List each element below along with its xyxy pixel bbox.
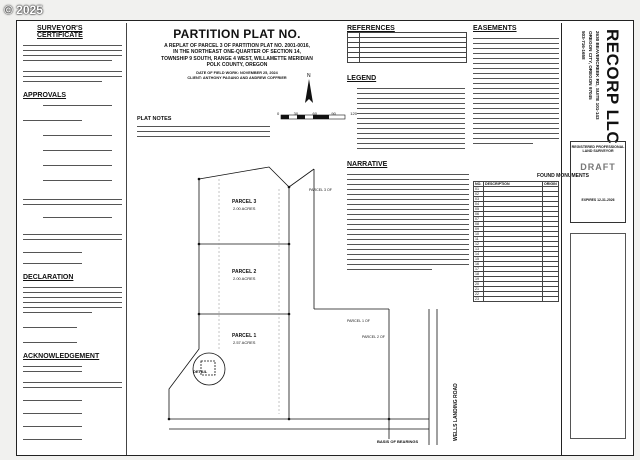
left-column: [19, 23, 127, 455]
monument-number: 12: [474, 242, 484, 247]
monument-row: [474, 297, 559, 302]
found-monuments-header: FOUND MONUMENTS: [537, 173, 589, 179]
adjacent-parcel-3: PARCEL 3 OF: [309, 188, 332, 192]
monument-number: 10: [474, 232, 484, 237]
firm-phone: 503-716-1658: [581, 31, 586, 60]
legend-header: LEGEND: [347, 75, 377, 82]
scale-0: 0: [277, 111, 280, 116]
monument-number: 02: [474, 192, 484, 197]
field-work-date: DATE OF FIELD WORK: NOVEMBER 25, 2024: [196, 70, 278, 75]
monument-number: 09: [474, 227, 484, 232]
surveyor-certificate-header: SURVEYOR'S CERTIFICATE: [37, 25, 83, 39]
copyright-watermark: © 2025: [4, 3, 43, 17]
declaration-header: DECLARATION: [23, 274, 74, 281]
references-table: [347, 32, 467, 63]
plat-notes: [137, 116, 277, 137]
legend-block: [347, 75, 467, 149]
monument-number: 18: [474, 272, 484, 277]
monument-number: 17: [474, 267, 484, 272]
col-description: DESCRIPTION: [484, 182, 543, 187]
monument-number: 01: [474, 187, 484, 192]
monument-description: [484, 297, 543, 302]
monument-number: 04: [474, 202, 484, 207]
col-no: NO.: [474, 182, 484, 187]
monument-number: 23: [474, 297, 484, 302]
adjacent-parcel-2: PARCEL 2 OF: [362, 335, 385, 339]
scale-90: 90: [331, 111, 336, 116]
monument-number: 03: [474, 197, 484, 202]
plat-title: PARTITION PLAT NO.: [173, 27, 301, 41]
references-block: [347, 25, 467, 63]
title-line-4: POLK COUNTY, OREGON: [206, 62, 268, 69]
parcel-2-area: 2.00 ACRES: [233, 276, 256, 281]
scale-120: 120: [350, 111, 357, 116]
revision-box: [570, 233, 626, 439]
declaration-text: [19, 283, 126, 343]
title-line-1: A REPLAT OF PARCEL 3 OF PARTITION PLAT NO. 2001-0016,: [164, 43, 310, 49]
approvals-header: APPROVALS: [23, 92, 67, 99]
plat-sheet: [16, 20, 634, 456]
monument-number: 19: [474, 277, 484, 282]
found-monuments-table: [473, 181, 559, 302]
monument-number: 16: [474, 262, 484, 267]
monument-number: 21: [474, 287, 484, 292]
references-header: REFERENCES: [347, 25, 395, 32]
monument-origin: [543, 297, 559, 302]
col-origin: ORIGIN: [544, 182, 557, 186]
acknowledgement-text: [19, 362, 126, 440]
easements-header: EASEMENTS: [473, 25, 517, 32]
road-label: WELLS LANDING ROAD: [453, 383, 459, 441]
monument-number: 15: [474, 257, 484, 262]
monument-number: 05: [474, 207, 484, 212]
stamp-title: REGISTERED PROFESSIONAL LAND SURVEYOR: [571, 145, 625, 154]
parcel-3-area: 2.00 ACRES: [233, 206, 256, 211]
surveyor-stamp: [570, 141, 626, 223]
parcel-2-label: PARCEL 2: [232, 269, 257, 275]
scale-bar-labels: [277, 111, 357, 116]
scale-60: 60: [312, 111, 317, 116]
detail-label: DETAIL: [193, 369, 208, 374]
basis-of-bearings: BASIS OF BEARINGS: [377, 439, 419, 444]
parcel-3-label: PARCEL 3: [232, 199, 257, 205]
monument-number: 08: [474, 222, 484, 227]
scale-30: 30: [293, 111, 299, 116]
monument-number: 06: [474, 212, 484, 217]
surveyor-certificate-text: [19, 41, 126, 82]
title-line-3: TOWNSHIP 9 SOUTH, RANGE 4 WEST, WILLAMETTE MERIDIAN: [161, 55, 313, 62]
firm-address-2: OREGON CITY, OREGON 97045: [588, 31, 593, 100]
monument-number: 22: [474, 292, 484, 297]
parcel-1-area: 2.57 ACRES: [233, 340, 256, 345]
monument-number: 14: [474, 252, 484, 257]
north-arrow-icon: [277, 73, 357, 145]
monument-number: 07: [474, 217, 484, 222]
svg-text:N: N: [307, 73, 311, 79]
monument-number: 20: [474, 282, 484, 287]
firm-block: [561, 23, 633, 455]
plat-notes-header: PLAT NOTES: [137, 116, 172, 122]
easements-block: [473, 25, 559, 144]
parcel-1-label: PARCEL 1: [232, 333, 257, 339]
narrative-header: NARRATIVE: [347, 161, 388, 168]
acknowledgement-header: ACKNOWLEDGEMENT: [23, 353, 100, 360]
firm-name: RECORP LLC: [603, 29, 622, 145]
stamp-expires: EXPIRES 12-31-2026: [581, 197, 615, 202]
monument-number: 13: [474, 247, 484, 252]
draft-stamp: DRAFT: [580, 161, 616, 172]
approvals-signature-lines: [19, 101, 126, 264]
narrative-block: [347, 161, 469, 270]
title-line-2: IN THE NORTHEAST ONE-QUARTER OF SECTION 14,: [173, 49, 301, 56]
adjacent-parcel-1: PARCEL 1 OF: [347, 319, 370, 323]
found-monuments-table-wrap: [473, 181, 559, 302]
client-line: CLIENT: ANTHONY PAGANO AND ANDREW COFFRIER: [187, 75, 287, 80]
monument-number: 11: [474, 237, 484, 242]
firm-address-1: 2630 BEAVERCREEK RD, SUITE 101-143: [595, 31, 600, 120]
